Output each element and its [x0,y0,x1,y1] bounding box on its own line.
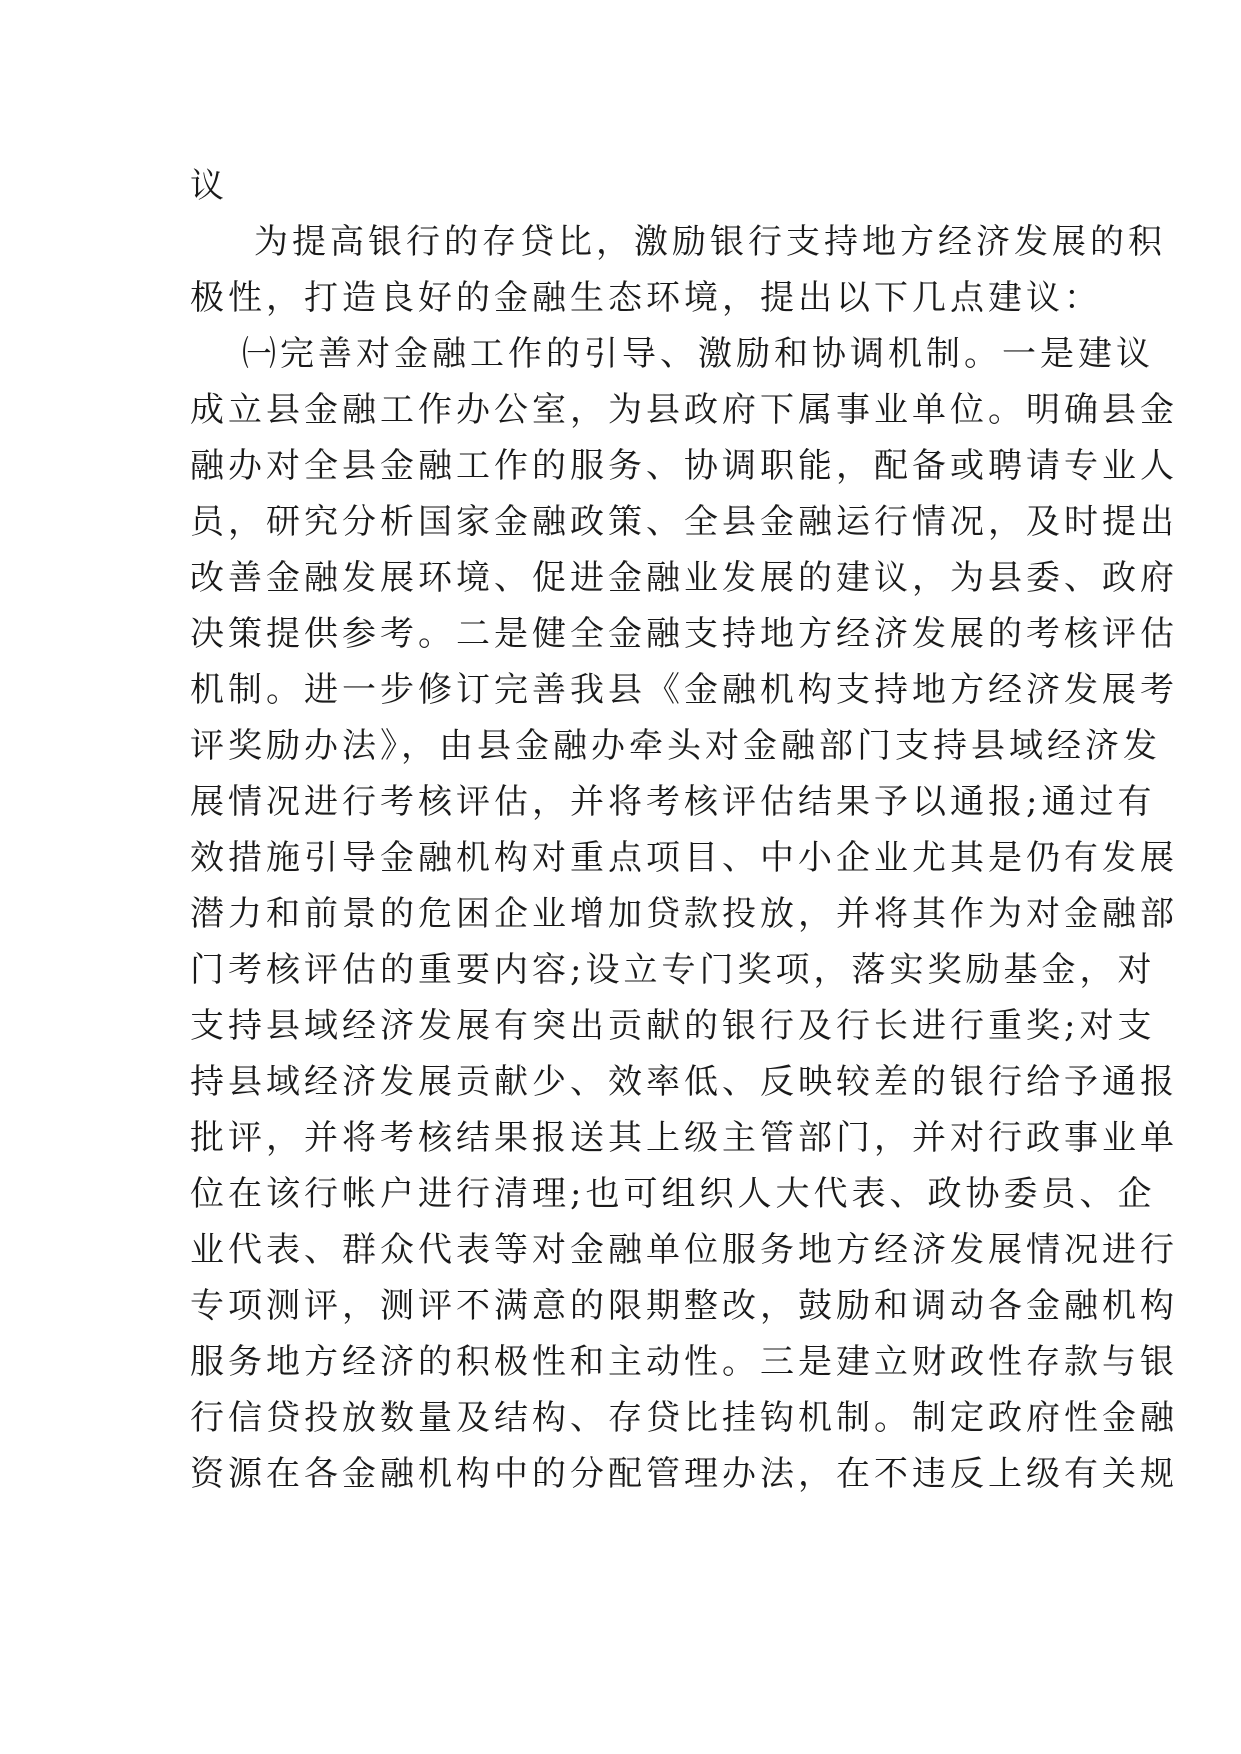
paragraph-start-line: ㈠完善对金融工作的引导、激励和协调机制。一是建议 [242,334,1154,374]
text-line: 业代表、群众代表等对金融单位服务地方经济发展情况进行 [190,1230,1178,1270]
text-line: 潜力和前景的危困企业增加贷款投放，并将其作为对金融部 [190,894,1178,934]
text-line: 服务地方经济的积极性和主动性。三是建立财政性存款与银 [190,1342,1178,1382]
text-line: 展情况进行考核评估，并将考核评估结果予以通报;通过有 [190,782,1156,822]
text-line: 员，研究分析国家金融政策、全县金融运行情况，及时提出 [190,502,1178,542]
text-line: 成立县金融工作办公室，为县政府下属事业单位。明确县金 [190,390,1178,430]
text-line: 资源在各金融机构中的分配管理办法，在不违反上级有关规 [190,1454,1178,1494]
text-line: 支持县域经济发展有突出贡献的银行及行长进行重奖;对支 [190,1006,1156,1046]
text-line: 改善金融发展环境、促进金融业发展的建议，为县委、政府 [190,558,1178,598]
text-line: 决策提供参考。二是健全金融支持地方经济发展的考核评估 [190,614,1178,654]
body-text [190,158,1178,1502]
text-line: 门考核评估的重要内容;设立专门奖项，落实奖励基金，对 [190,950,1156,990]
text-line: 行信贷投放数量及结构、存贷比挂钩机制。制定政府性金融 [190,1398,1178,1438]
text-line: 极性，打造良好的金融生态环境，提出以下几点建议： [190,278,1102,318]
text-line: 专项测评，测评不满意的限期整改，鼓励和调动各金融机构 [190,1286,1178,1326]
text-line: 效措施引导金融机构对重点项目、中小企业尤其是仍有发展 [190,838,1178,878]
paragraph-start-line: 为提高银行的存贷比，激励银行支持地方经济发展的积 [254,222,1166,262]
text-line: 融办对全县金融工作的服务、协调职能，配备或聘请专业人 [190,446,1178,486]
text-line: 机制。进一步修订完善我县《金融机构支持地方经济发展考 [190,670,1178,710]
text-line: 持县域经济发展贡献少、效率低、反映较差的银行给予通报 [190,1062,1178,1102]
text-line: 批评，并将考核结果报送其上级主管部门，并对行政事业单 [190,1118,1178,1158]
text-line: 议 [190,166,228,206]
text-line: 评奖励办法》，由县金融办牵头对金融部门支持县域经济发 [190,726,1161,766]
text-line: 位在该行帐户进行清理;也可组织人大代表、政协委员、企 [190,1174,1156,1214]
